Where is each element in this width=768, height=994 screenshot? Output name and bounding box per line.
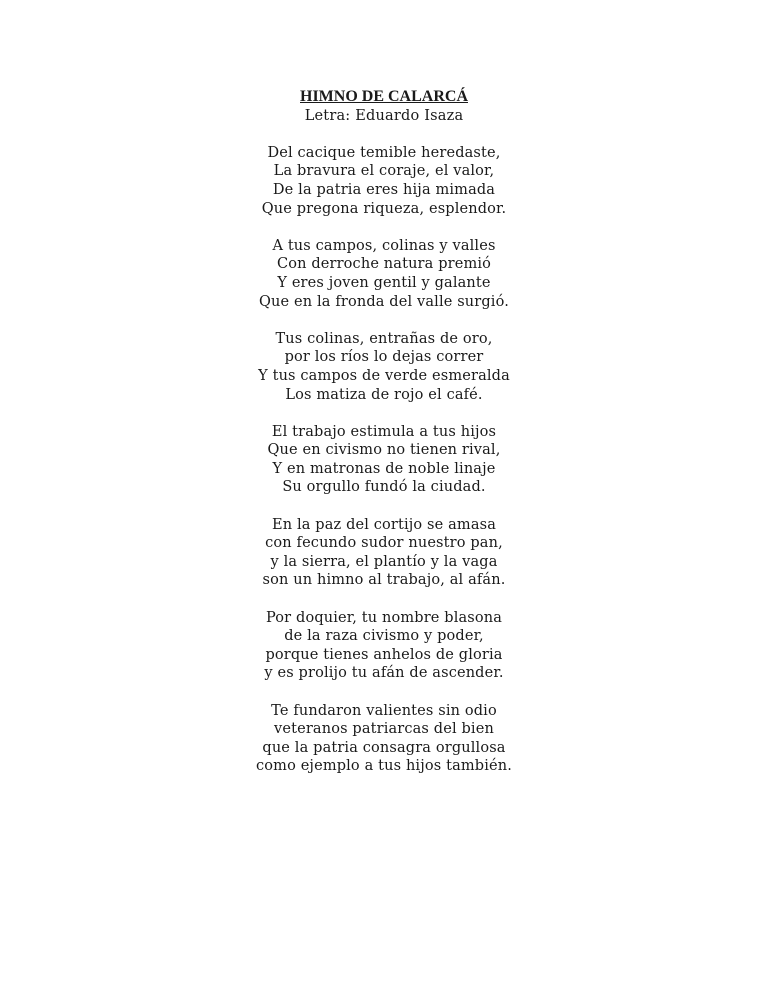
verse-line: Su orgullo fundó la ciudad. xyxy=(282,479,486,496)
stanza-5 xyxy=(0,516,768,590)
verse-line: Por doquier, tu nombre blasona xyxy=(265,609,503,626)
verse-line: Y tus campos de verde esmeralda xyxy=(258,367,510,384)
verse-line: que la patria consagra orgullosa xyxy=(262,739,506,756)
verse-line: Que pregona riqueza, esplendor. xyxy=(261,200,507,217)
verse-line: con fecundo sudor nuestro pan, xyxy=(265,535,503,552)
verse-line: Tus colinas, entrañas de oro, xyxy=(275,330,493,347)
verse-line: Y en matronas de noble linaje xyxy=(272,460,496,477)
verse-line: A tus campos, colinas y valles xyxy=(272,237,496,254)
verse-line: y la sierra, el plantío y la vaga xyxy=(270,553,498,570)
verse-line: La bravura el coraje, el valor, xyxy=(273,163,495,180)
stanza-1 xyxy=(0,144,768,218)
verse-line: son un himno al trabajo, al afán. xyxy=(262,572,506,589)
stanza-2 xyxy=(0,237,768,311)
verse-line: de la raza civismo y poder, xyxy=(284,628,484,645)
verse-line: Que en civismo no tienen rival, xyxy=(267,442,501,459)
verse-line: El trabajo estimula a tus hijos xyxy=(271,423,497,440)
author-credit: Letra: Eduardo Isaza xyxy=(304,107,464,124)
verse-line: Los matiza de rojo el café. xyxy=(285,386,483,403)
verse-line: Del cacique temible heredaste, xyxy=(267,144,501,161)
verse-line: y es prolijo tu afán de ascender. xyxy=(264,665,504,682)
verse-line: De la patria eres hija mimada xyxy=(272,181,496,198)
verse-line: Que en la fronda del valle surgió. xyxy=(259,293,509,310)
verse-line: veteranos patriarcas del bien xyxy=(274,721,494,738)
verse-line: por los ríos lo dejas correr xyxy=(284,349,484,366)
poem-document xyxy=(0,88,768,776)
page-title: HIMNO DE CALARCÁ xyxy=(300,88,468,105)
stanza-3 xyxy=(0,330,768,404)
verse-line: como ejemplo a tus hijos también. xyxy=(256,758,512,775)
stanza-4 xyxy=(0,423,768,497)
verse-line: porque tienes anhelos de gloria xyxy=(265,646,503,663)
verse-line: Te fundaron valientes sin odio xyxy=(271,702,497,719)
verse-line: Con derroche natura premió xyxy=(276,256,492,273)
verse-line: En la paz del cortijo se amasa xyxy=(271,516,497,533)
stanza-7 xyxy=(0,702,768,776)
stanza-6 xyxy=(0,609,768,683)
verse-line: Y eres joven gentil y galante xyxy=(277,274,491,291)
